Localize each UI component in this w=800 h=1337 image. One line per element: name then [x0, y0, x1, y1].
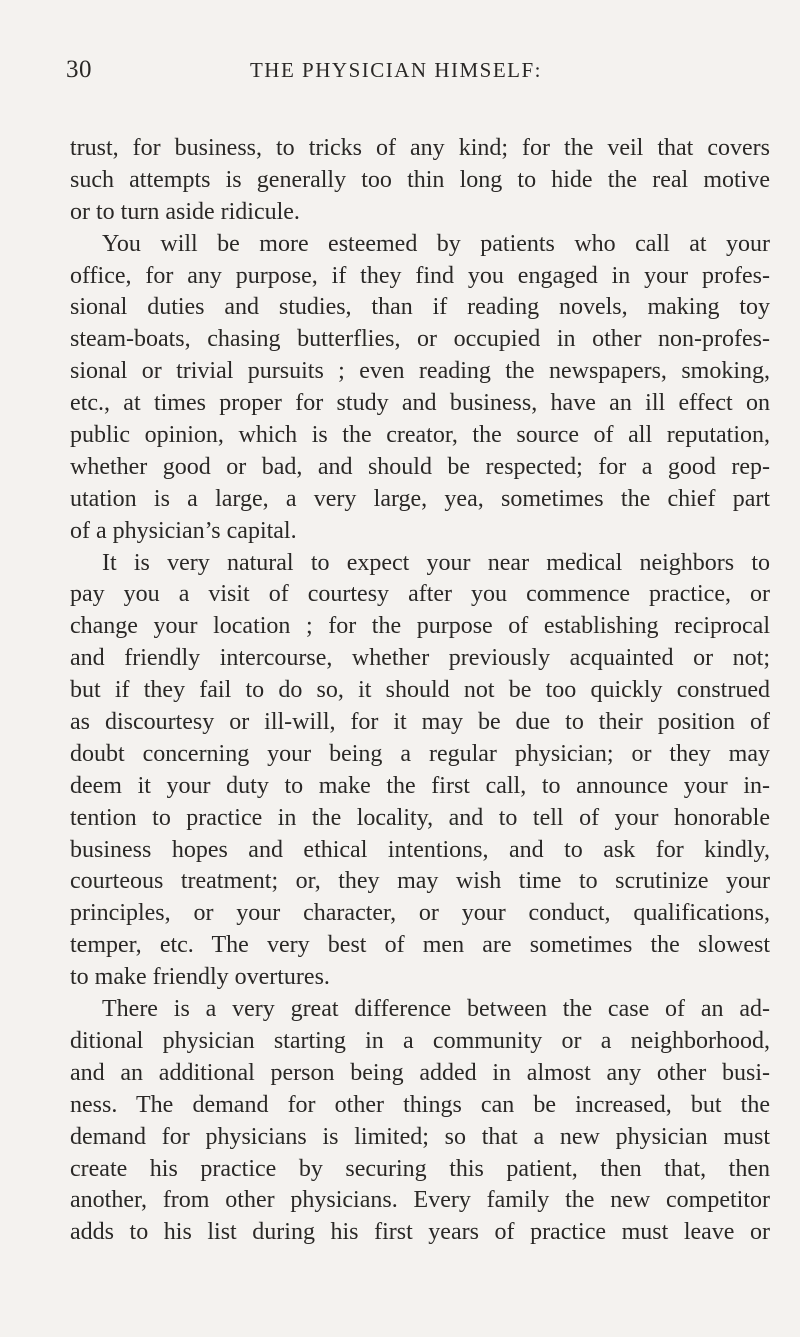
text-line: sional duties and studies, than if reading novels, making toy [70, 294, 770, 321]
text-line: and friendly intercourse, whether previously acquainted or not; [70, 645, 770, 672]
text-line: to make friendly overtures. [70, 964, 330, 991]
text-line: temper, etc. The very best of men are sometimes the slowest [70, 932, 770, 959]
text-line: pay you a visit of courtesy after you commence practice, or [70, 581, 770, 608]
text-line: courteous treatment; or, they may wish time to scrutinize your [70, 868, 770, 895]
text-line: of a physician’s capital. [70, 517, 297, 544]
text-line: deem it your duty to make the first call, to announce your in- [70, 772, 770, 799]
text-line: as discourtesy or ill-will, for it may be due to their position of [70, 709, 770, 736]
text-line: principles, or your character, or your conduct, qualifications, [70, 900, 770, 927]
page-number: 30 [66, 56, 92, 83]
text-line: adds to his list during his first years of practice must leave or [70, 1219, 770, 1246]
text-line: steam-boats, chasing butterflies, or occupied in other non-profes- [70, 326, 770, 353]
page-header [66, 56, 726, 90]
text-line: or to turn aside ridicule. [70, 198, 300, 225]
text-line: tention to practice in the locality, and to tell of your honorable [70, 804, 770, 831]
text-line: You will be more esteemed by patients who call at your [102, 230, 770, 257]
text-line: public opinion, which is the creator, the source of all reputation, [70, 422, 770, 449]
text-line: trust, for business, to tricks of any kind; for the veil that covers [70, 135, 770, 161]
text-line: doubt concerning your being a regular physician; or they may [70, 740, 770, 767]
text-line: utation is a large, a very large, yea, sometimes the chief part [70, 485, 770, 512]
text-line: sional or trivial pursuits ; even reading the newspapers, smoking, [70, 358, 770, 385]
body-text [70, 133, 770, 1249]
text-line: another, from other physicians. Every family the new competitor [70, 1187, 770, 1214]
text-line: ness. The demand for other things can be increased, but the [70, 1091, 770, 1118]
text-line: and an additional person being added in almost any other busi- [70, 1059, 770, 1086]
text-line: but if they fail to do so, it should not be too quickly construed [70, 677, 770, 704]
text-line: There is a very great difference between the case of an ad- [102, 996, 770, 1023]
text-line: business hopes and ethical intentions, and to ask for kindly, [70, 836, 770, 863]
text-line: office, for any purpose, if they find you engaged in your profes- [70, 262, 770, 289]
text-line: such attempts is generally too thin long to hide the real motive [70, 166, 770, 193]
text-line: etc., at times proper for study and business, have an ill effect on [70, 390, 770, 417]
text-line: It is very natural to expect your near medical neighbors to [102, 549, 770, 576]
text-line: ditional physician starting in a community or a neighborhood, [70, 1027, 770, 1054]
text-line: change your location ; for the purpose of establishing reciprocal [70, 613, 770, 640]
running-title: THE PHYSICIAN HIMSELF: [249, 58, 542, 82]
text-line: demand for physicians is limited; so that a new physician must [70, 1123, 770, 1150]
text-line: create his practice by securing this patient, then that, then [70, 1155, 770, 1182]
text-line: whether good or bad, and should be respected; for a good rep- [70, 453, 770, 480]
